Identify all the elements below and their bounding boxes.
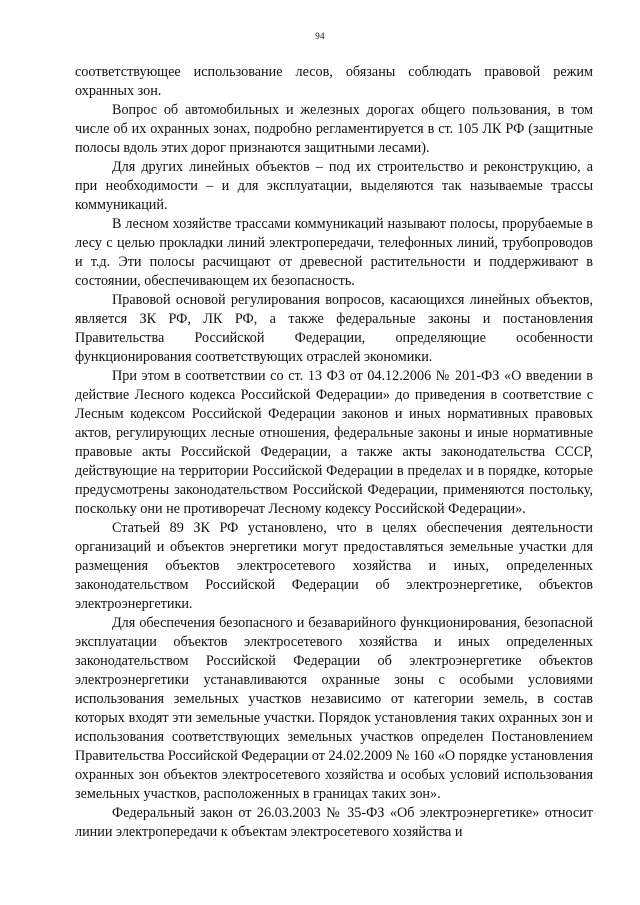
paragraph: Для других линейных объектов – под их строительство и реконструкцию, а при необходимости – и для эксплуатации, выделяются так называемые трассы коммуникаций. [75,159,593,213]
paragraph: Для обеспечения безопасного и безаварийного функционирования, безопасной эксплуатации объектов электросетевого хозяйства и иных определенных законодательством Российской Федерации об электроэнергетике объектов электроэнергетики устанавливаются охранные зоны с особыми условиями использования земельных участков независимо от категории земель, в состав которых входят эти земельные участки. Порядок установления таких охранных зон и использования соответствующих земельных участков определен Постановлением Правительства Российской Федерации от 24.02.2009 № 160 «О порядке установления охранных зон объектов электросетевого хозяйства и особых условий использования земельных участков, расположенных в границах таких зон». [75,615,593,802]
document-body [75,63,593,842]
paragraph-continues: Федеральный закон от 26.03.2003 № 35-ФЗ «Об электроэнергетике» относит линии электропередачи к объектам электросетевого хозяйства и [75,805,593,840]
paragraph: В лесном хозяйстве трассами коммуникаций называют полосы, прорубаемые в лесу с целью прокладки линий электропередачи, телефонных линий, трубопроводов и т.д. Эти полосы расчищают от древесной растительности и поддерживают в состоянии, обеспечивающем их безопасность. [75,216,593,289]
page-number: 94 [315,31,325,41]
paragraph-continuation: соответствующее использование лесов, обязаны соблюдать правовой режим охранных зон. [75,64,593,99]
paragraph: При этом в соответствии со ст. 13 ФЗ от 04.12.2006 № 201-ФЗ «О введении в действие Лесного кодекса Российской Федерации» до приведения в соответствие с Лесным кодексом Российской Федерации законов и иных нормативных правовых актов, регулирующих лесные отношения, федеральные законы и иные нормативные правовые акты Российской Федерации, а также акты законодательства СССР, действующие на территории Российской Федерации в пределах и в порядке, которые предусмотрены законодательством Российской Федерации, применяются постольку, поскольку они не противоречат Лесному кодексу Российской Федерации». [75,368,593,517]
paragraph: Статьей 89 ЗК РФ установлено, что в целях обеспечения деятельности организаций и объектов энергетики могут предоставляться земельные участки для размещения объектов электросетевого хозяйства и иных, определенных законодательством Российской Федерации об электроэнергетике, объектов электроэнергетики. [75,520,593,612]
paragraph: Правовой основой регулирования вопросов, касающихся линейных объектов, является ЗК РФ, ЛК РФ, а также федеральные законы и постановления Правительства Российской Федерации, определяющие особенности функционирования соответствующих отраслей экономики. [75,292,593,365]
paragraph: Вопрос об автомобильных и железных дорогах общего пользования, в том числе об их охранных зонах, подробно регламентируется в ст. 105 ЛК РФ (защитные полосы вдоль этих дорог признаются защитными лесами). [75,102,593,156]
